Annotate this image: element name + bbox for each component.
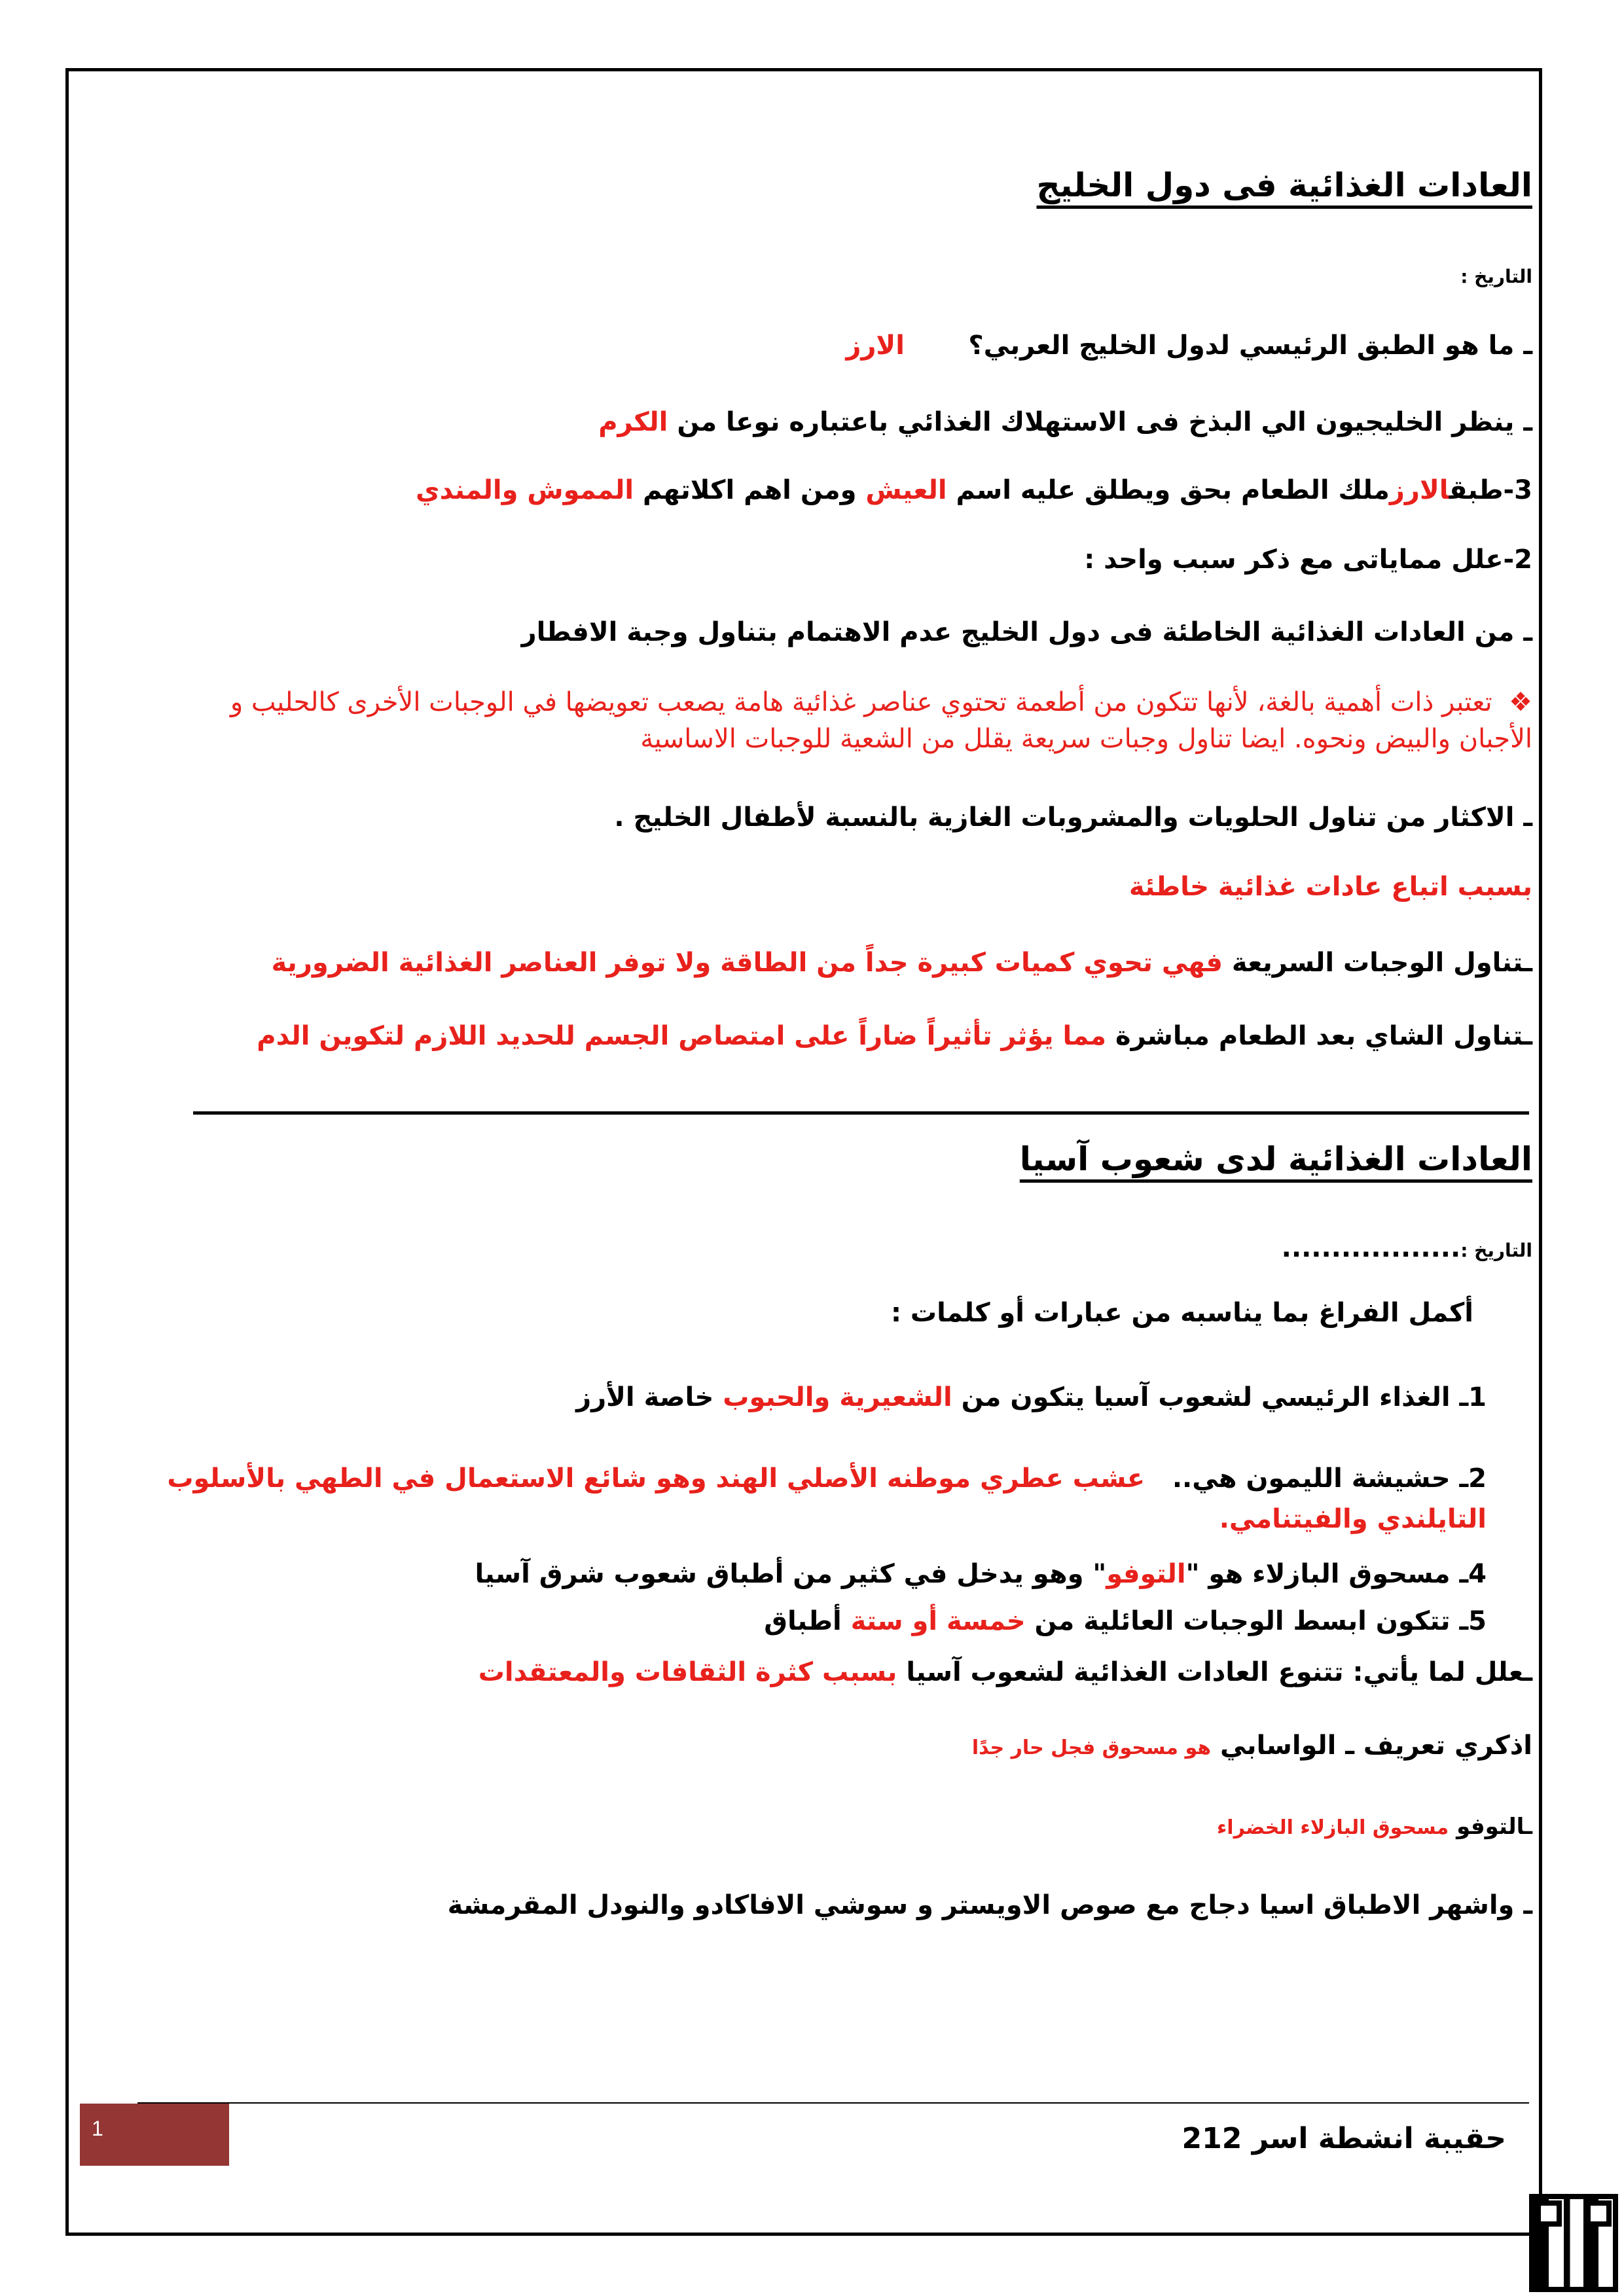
l3-e: ومن اهم اكلاتهم xyxy=(643,475,857,505)
i5-a: 5ـ تتكون ابسط الوجبات العائلية من xyxy=(1034,1606,1487,1636)
l9-a: ـتناول الوجبات السريعة xyxy=(1231,948,1532,978)
l3-c: ملك الطعام بحق ويطلق عليه اسم xyxy=(956,475,1390,505)
section1-date-label: التاريخ : xyxy=(1460,266,1532,287)
def1-b: هو مسحوق فجل حار جدًا xyxy=(971,1736,1212,1759)
q1-answer: الارز xyxy=(846,331,905,361)
i5-c: أطباق xyxy=(764,1606,842,1636)
section-divider xyxy=(193,1111,1529,1115)
section2-date-dots: .................. xyxy=(1281,1233,1461,1263)
i2-b: عشب عطري موطنه الأصلي الهند وهو شائع الاستعمال في الطهي بالأسلوب التايلندي والفيتنامي. xyxy=(167,1463,1487,1534)
l10-a: ـتناول الشاي بعد الطعام مباشرة xyxy=(1115,1021,1532,1051)
i1-a: 1ـ الغذاء الرئيسي لشعوب آسيا يتكون من xyxy=(961,1382,1487,1412)
line-3 xyxy=(416,470,1532,511)
page-number: 1 xyxy=(92,2117,103,2140)
qr-code-icon xyxy=(1529,2194,1618,2292)
diamond-bullet-icon: ❖ xyxy=(1509,687,1532,717)
l10-b: مما يؤثر تأثيراً ضاراً على امتصاص الجسم للحديد اللازم لتكوين الدم xyxy=(257,1021,1107,1051)
i4-a: 4ـ مسحوق البازلاء هو " xyxy=(1185,1559,1487,1589)
l3-d: العيش xyxy=(865,475,947,505)
section2-date-label: التاريخ : xyxy=(1460,1240,1532,1261)
l9-b: فهي تحوي كميات كبيرة جداً من الطاقة ولا توفر العناصر الغذائية الضرورية xyxy=(271,948,1223,978)
q2-line xyxy=(598,402,1532,442)
bullet-text: تعتبر ذات أهمية بالغة، لأنها تتكون من أطعمة تحتوي عناصر غذائية هامة يصعب تعويضها في الوجبات الأخرى كالحليب و الأجبان والبيض ونحوه. ايضا تناول وجبات سريعة يقلل من الشعية للوجبات الاساسية xyxy=(230,687,1532,754)
footer-rule xyxy=(137,2102,1529,2104)
why-a: ـعلل لما يأتي: تتنوع العادات الغذائية لشعوب آسيا xyxy=(906,1657,1532,1687)
def-tofu xyxy=(1217,1806,1532,1848)
q2-text: ـ ينظر الخليجيون الي البذخ فى الاستهلاك الغذائي باعتباره نوعا من xyxy=(677,407,1532,437)
page-number-box xyxy=(80,2104,229,2166)
line-9 xyxy=(272,942,1532,983)
instruction: أكمل الفراغ بما يناسبه من عبارات أو كلمات : xyxy=(890,1298,1473,1328)
line-7: ـ الاكثار من تناول الحلويات والمشروبات الغازية بالنسبة لأطفال الخليج . xyxy=(614,802,1532,833)
item-5 xyxy=(764,1601,1487,1641)
l3-a: 3-طبق xyxy=(1449,475,1532,505)
section2-date-line xyxy=(1282,1228,1532,1271)
def-wasabi xyxy=(972,1725,1532,1768)
bullet-paragraph xyxy=(196,684,1532,757)
line-10 xyxy=(257,1016,1532,1056)
item-2 xyxy=(164,1458,1487,1539)
footer-text: حقيبة انشطة اسر 212 xyxy=(1182,2122,1506,2155)
q1-line xyxy=(846,325,1532,366)
q2-answer: الكرم xyxy=(598,407,668,437)
why-line xyxy=(478,1652,1532,1693)
section1-title: العادات الغذائية فى دول الخليج xyxy=(1036,166,1532,204)
l3-f: المموش والمندي xyxy=(416,475,634,505)
i5-b: خمسة أو ستة xyxy=(850,1606,1026,1636)
i1-b: الشعيرية والحبوب xyxy=(723,1382,952,1412)
def2-a: ـالتوفو xyxy=(1456,1814,1532,1840)
i1-c: خاصة الأرز xyxy=(576,1382,714,1412)
def1-a: اذكري تعريف ـ الواسابي xyxy=(1220,1731,1532,1761)
line-4: 2-علل مماياتى مع ذكر سبب واحد : xyxy=(1084,545,1532,575)
why-b: بسبب كثرة الثقافات والمعتقدات xyxy=(478,1657,897,1687)
item-4: 4ـ مسحوق البازلاء هو "التوفو" وهو يدخل في كثير من أطباق شعوب شرق آسيا xyxy=(475,1559,1487,1589)
l3-b: الارز xyxy=(1389,475,1449,505)
section2-title: العادات الغذائية لدى شعوب آسيا xyxy=(1019,1140,1532,1178)
i2-a: 2ـ حشيشة الليمون هي.. xyxy=(1172,1463,1487,1494)
i4-c: وهو يدخل في كثير من أطباق شعوب شرق آسيا xyxy=(475,1559,1084,1589)
item-1 xyxy=(576,1377,1487,1418)
i4-b: التوفو xyxy=(1106,1559,1186,1589)
line-5: ـ من العادات الغذائية الخاطئة فى دول الخليج عدم الاهتمام بتناول وجبة الافطار xyxy=(521,617,1532,647)
q1-text: ـ ما هو الطبق الرئيسي لدول الخليج العربي؟ xyxy=(968,331,1532,361)
line-8: بسبب اتباع عادات غذائية خاطئة xyxy=(1128,872,1532,902)
dishes-line: ـ واشهر الاطباق اسيا دجاج مع صوص الاويستر و سوشي الافاكادو والنودل المقرمشة xyxy=(447,1890,1532,1920)
def2-b: مسحوق البازلاء الخضراء xyxy=(1216,1816,1449,1839)
